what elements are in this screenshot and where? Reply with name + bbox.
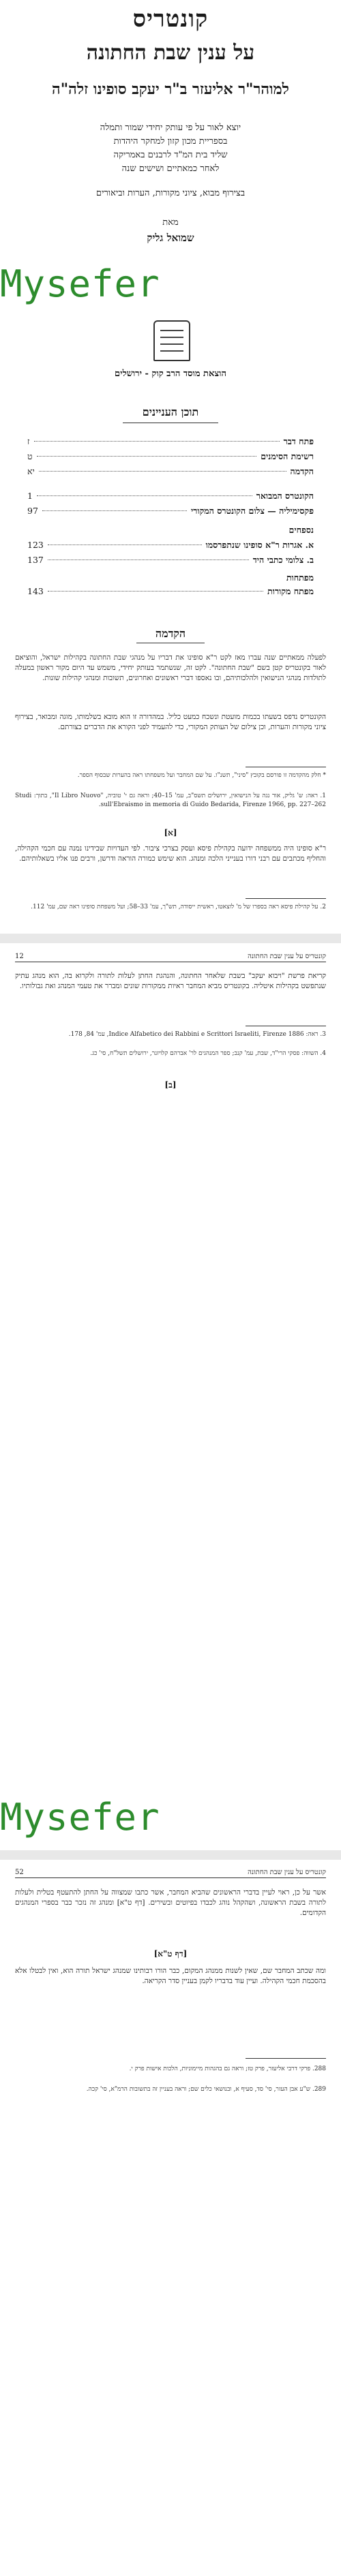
toc-row[interactable]: הקדמה יא [27, 466, 314, 476]
page-number: 12 [15, 953, 24, 960]
toc-row[interactable]: פקסימיליה — צלום הקונטרס המקורי 97 [27, 506, 314, 516]
toc-section-title: מפתחות [286, 572, 314, 583]
toc-row[interactable]: מפתח מקורות 143 [27, 586, 314, 596]
body-paragraph: קריאת פרשת "ויבוא יעקב" בשבת שלאחר החתונה, והנהגת החתן לעלות לתורה ולקרוא בה, הוא מנהג עתיק שנתפשט בקהילות איטליה. בקונטריס מביא המחבר ראיות ממקורות שונים ומברר את טעמי המנהג ואת גבולותיו. [15, 972, 326, 990]
page-number: 52 [15, 1869, 24, 1876]
running-header [15, 953, 326, 962]
section-marker: [ב] [164, 1080, 177, 1090]
book-author-line: למוהר"ר אליעזר ב"ר יעקב סופינו זלה"ה [52, 80, 289, 98]
footnote-divider [246, 2058, 326, 2059]
footnote: 288. פרקי דרבי אליעזר, פרק טז; וראה גם בהגהות מיימוניות, הלכות אישות פרק י. [129, 2066, 326, 2072]
watermark: Mysefer [0, 1796, 160, 1839]
publication-info [41, 121, 300, 176]
toc-group [27, 586, 314, 601]
footnote: * חלק מהקדמה זו פורסם בקובץ "סיני", תשנ"ו. על שם המחבר ועל משפחתו ראה בהערות שבסוף הספר. [77, 772, 326, 779]
toc-group [27, 436, 314, 481]
footnote-divider [246, 898, 326, 899]
section-marker: [א] [164, 828, 177, 838]
footnote: 1. ראה: ש' גליק, אור נגה על הנישואין, ירושלים תשס"ב, עמ' 15–40; וראה גם י' טוביה, "Il Libro Nuovo", בתוך: Studi sull'Ebraismo in memoria di Guido Bedarida, Firenze 1966, pp. 227–262. [15, 793, 327, 808]
footnote: 2. על קהילת פיסא ראה בספרו של מ' לוצאטו, ראשית ייסודה, תש"ך, עמ' 33–58; ועל משפחת סופינו ראה שם, עמ' 112. [31, 904, 326, 910]
edition-notes: בצירוף מבוא, ציוני מקורות, הערות וביאורים [95, 188, 246, 198]
publisher-name: הוצאת מוסד הרב קוק - ירושלים [115, 369, 226, 379]
intro-heading: הקדמה [155, 627, 186, 640]
publication-line: שליד בית המ"ד לרבנים באמריקה [113, 150, 228, 160]
section-marker: [דף ט"א] [153, 1949, 188, 1959]
toc-group [27, 491, 314, 521]
publication-line: בספריית מכון קזון למחקר היהדות [113, 136, 228, 147]
toc-section-title: נספחים [288, 525, 314, 535]
toc-row[interactable]: פתח דבר ז [27, 436, 314, 446]
publication-line: יוצא לאור על פי עותק יחידי שמור ותמלה [100, 123, 241, 133]
toc-title: תוכן העניינים [142, 405, 199, 418]
toc-row[interactable]: הקונטרס המבואר 1 [27, 491, 314, 501]
book-title-line2: על ענין שבת החתונה [86, 41, 255, 65]
toc-row[interactable]: א. אגרות ר"א סופינו שנתפרסמו 123 [27, 540, 314, 550]
footnote: 289. ש"ע אבן העזר, סי' סד, סעיף א, ובנושאי כלים שם; וראה בעניין זה בתשובות הרמ"א, סי' קכה. [86, 2086, 326, 2093]
watermark: Mysefer [0, 262, 160, 305]
footnote: 3. ראה: Indice Alfabetico dei Rabbini e Scrittori Israeliti, Firenze 1886, עמ' 84, 178. [68, 1031, 326, 1038]
running-header [15, 1869, 326, 1878]
toc-row[interactable]: ב. צלומי כתבי היד 137 [27, 555, 314, 565]
body-paragraph: אשר על כן, ראוי לעיין בדברי הראשונים שהביא המחבר, אשר כתבו שמצווה על החתן להתעטף בטלית ולעלות לתורה בשבת הראשונה, ושהקהל נוהג לכבדו בפיוטים ובשירים. [דף ט"א] ומנהג זה נזכר כבר בספרי המנהגים הקדומים. [15, 1888, 326, 1917]
running-title: קונטריס על ענין שבת החתונה [248, 1869, 326, 1876]
publisher-emblem-icon [153, 320, 190, 361]
body-paragraph: ומה שכתב המחבר שם, שאין לשנות ממנהג המקום, כבר הורו רבותינו שמנהג ישראל תורה הוא, ואין לבטלו אלא בהסכמת חכמי הקהילה. ועיין עוד בדבריו לקמן בעניין סדר הקריאה. [15, 1967, 326, 1985]
publication-line: לאחר כמאתיים ושישים שנה [121, 164, 220, 174]
book-title-line1: קונטריס [132, 5, 209, 33]
page-break [0, 934, 341, 943]
by-label: מאת [162, 217, 179, 228]
editor-name: שמואל גליק [147, 232, 194, 244]
footnote: 4. השווה: פסקי הרי"ד, שבת, עמ' קנב; ספר המנהגים לר' אברהם קלויזנר, ירושלים תשל"ח, סי' כג. [90, 1050, 326, 1057]
toc-row[interactable]: רשימת הסימנים ט [27, 451, 314, 461]
body-paragraph: הקונטריס נדפס בשעתו בכמות מועטת ונשכח כמעט כליל. במהדורה זו הוא מובא בשלמותו, מוגה ומבואר, בצירוף ציוני מקורות והערות, וכן צילום של העותק המקורי, כדי להעמיד לפני הקורא את הדברים כצורתם. [15, 713, 326, 731]
toc-group [27, 540, 314, 570]
running-title: קונטריס על ענין שבת החתונה [248, 953, 326, 960]
page-break [0, 1850, 341, 1860]
body-paragraph: ר"א סופינו היה ממשפחה ידועה בקהילת פיסא ועסק בצרכי ציבור. לפי העדויות שבידינו נמנה עם חכמי הקהילה, והחליף מכתבים עם רבני דורו בענייני הלכה ומנהג. הוא שימש כמורה הוראה ודרשן, ורבים פנו אליו בשאלותיהם. [15, 844, 326, 863]
body-paragraph: לפעלה ממאתיים שנה עברו מאז לקט ר"א סופינו את דבריו על מנהגי שבת החתונה בקהילות ישראל, והוציאם לאור בקונטריס קטן בשם "שבת החתונה". לקט זה, שנשתמר בעותק יחידי, משמש עד היום מקור ראשון במעלה לתולדות מנהגי הנישואין ולהלכותיהם, ובו נאספו דברי ראשונים ואחרונים, תשובות ומנהגי קהילות שונות. [15, 654, 326, 682]
